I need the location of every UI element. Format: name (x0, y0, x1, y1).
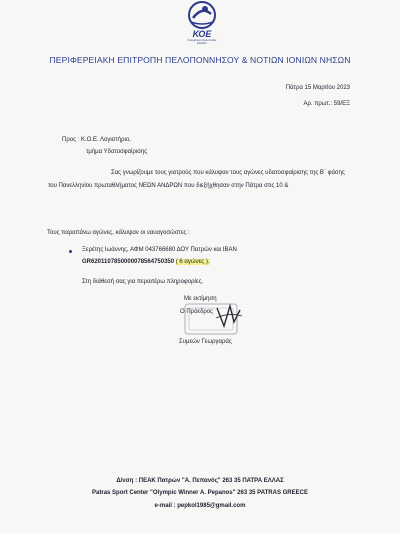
swimmer-logo-icon (183, 0, 221, 30)
koe-logo (183, 0, 221, 44)
footer-address-en: Patras Sport Center "Olympic Winner A. Pepanos" 263 35 PATRAS GREECE (92, 490, 308, 496)
footer-email: e-mail : pepkol1985@gmail.com (154, 503, 246, 509)
paragraph-1-line-2: του Πανελληνίου πρωταθλήματος ΝΕΩΝ ΑΝΔΡΩΝ που διεξήχθησαν στην Πάτρα στις 10 & (48, 183, 289, 189)
signature-name: Συμεών Γεωργαράς (179, 339, 232, 345)
doctor-line-1: Ξερέτης Ιωάννης, ΑΦΜ 043766680 ΔΟΥ Πατρών και ΙΒΑΝ (82, 247, 237, 253)
paragraph-2: Τους παραπάνω αγώνες, κάλυψαν οι ναυαγοσώστες : (47, 230, 190, 236)
logo-text: ΚΟΕ (192, 29, 212, 39)
doctor-iban: GR6201107850000078564750350 (82, 259, 175, 265)
closing-line: Στη διάθεσή σας για περαιτέρω πληροφορίες. (82, 279, 204, 285)
signature-greeting: Με εκτίμηση (184, 296, 217, 302)
paragraph-1-line-1: Σας γνωρίζουμε τους γιατρούς που κάλυψαν τους αγώνες υδατοσφαίρισης της Β΄ φάσης (111, 170, 345, 176)
letterhead-title: ΠΕΡΙΦΕΡΕΙΑΚΗ ΕΠΙΤΡΟΠΗ ΠΕΛΟΠΟΝΝΗΣΟΥ & ΝΟΤΙΩΝ ΙΟΝΙΩΝ ΝΗΣΩΝ (49, 55, 351, 65)
recipient-line-2: τμήμα Υδατοσφαίρισης (86, 149, 148, 155)
signature-role: Ο Πρόεδρος (180, 309, 214, 315)
handwritten-signature-icon (214, 302, 244, 330)
recipient-line-1: Προς : Κ.Ο.Ε. Λογιστήριο, (62, 137, 131, 143)
protocol-number: Αρ. πρωτ.: 59/ΕΞ (303, 101, 350, 107)
bullet-icon (69, 250, 72, 253)
footer-address-gr: Δ/νση : ΠΕΑΚ Πατρών "Α. Πεπανός" 263 35 ΠΑΤΡΑ ΕΛΛΑΣ (116, 478, 284, 484)
doctor-line-2 (82, 259, 210, 265)
logo-subtitle: Κολυμβητική Ομοσπονδία Ελλάδος (187, 39, 217, 45)
doctor-games: ( 6 αγώνες ). (175, 259, 210, 265)
letter-date: Πάτρα 15 Μαρτίου 2023 (285, 85, 350, 91)
